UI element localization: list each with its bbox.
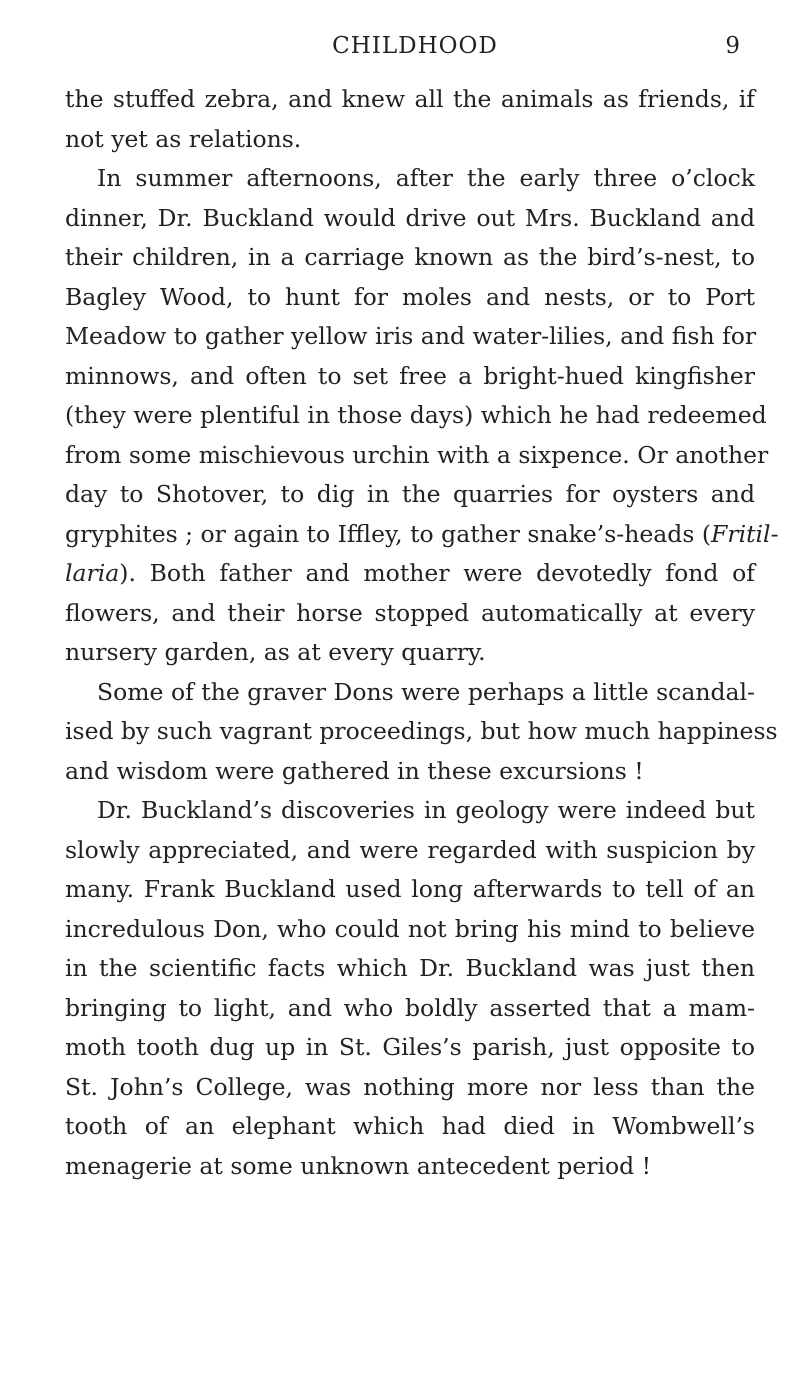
text-line: minnows, and often to set free a bright-hued kingfisher	[65, 361, 755, 390]
text-line: moth tooth dug up in St. Giles’s parish, just opposite to	[65, 1033, 755, 1061]
text-line: dinner, Dr. Buckland would drive out Mrs. Buckland and	[65, 203, 755, 232]
text-line: in the scientific facts which Dr. Buckland was just then	[65, 954, 755, 982]
text-line: many. Frank Buckland used long afterwards to tell of an	[65, 875, 755, 903]
line-lead: gryphites ; or again to Iffley, to gather snake’s-heads (	[65, 519, 712, 548]
text-line: not yet as relations.	[65, 124, 302, 153]
body-text	[65, 80, 779, 1186]
text-line: ised by such vagrant proceedings, but how much happiness	[65, 717, 778, 745]
text-line: their children, in a carriage known as the bird’s-nest, to	[65, 243, 755, 271]
italic-word: laria	[65, 559, 120, 587]
page-number: 9	[725, 33, 740, 59]
text-line: the stuffed zebra, and knew all the animals as friends, if	[65, 85, 755, 113]
text-line: nursery garden, as at every quarry.	[65, 638, 486, 666]
running-title: CHILDHOOD	[332, 33, 498, 59]
italic-word: Fritil-	[711, 519, 779, 548]
text-line: menagerie at some unknown antecedent period !	[65, 1151, 652, 1180]
text-line: (they were plentiful in those days) which he had redeemed	[65, 401, 767, 429]
running-head	[90, 30, 740, 70]
text-line: day to Shotover, to dig in the quarries for oysters and	[65, 480, 755, 508]
text-line: In summer afternoons, after the early three o’clock	[97, 164, 755, 192]
text-line: Dr. Buckland’s discoveries in geology were indeed but	[97, 796, 755, 824]
text-line: Meadow to gather yellow iris and water-lilies, and fish for	[65, 322, 757, 350]
text-line: incredulous Don, who could not bring his mind to believe	[65, 914, 755, 943]
text-line: tooth of an elephant which had died in Wombwell’s	[65, 1112, 755, 1140]
text-line: slowly appreciated, and were regarded with suspicion by	[65, 835, 755, 864]
line-rest: ). Both father and mother were devotedly fond of	[119, 559, 755, 587]
text-line: flowers, and their horse stopped automatically at every	[65, 598, 755, 627]
text-line: from some mischievous urchin with a sixpence. Or another	[65, 440, 769, 469]
text-line: Some of the graver Dons were perhaps a little scandal-	[97, 677, 755, 706]
text-line	[65, 515, 779, 555]
text-line: bringing to light, and who boldly asserted that a mam-	[65, 993, 755, 1022]
text-line: and wisdom were gathered in these excursions !	[65, 756, 644, 785]
text-line: St. John’s College, was nothing more nor less than the	[65, 1072, 755, 1101]
text-line: Bagley Wood, to hunt for moles and nests, or to Port	[65, 282, 755, 311]
text-line	[65, 554, 755, 594]
